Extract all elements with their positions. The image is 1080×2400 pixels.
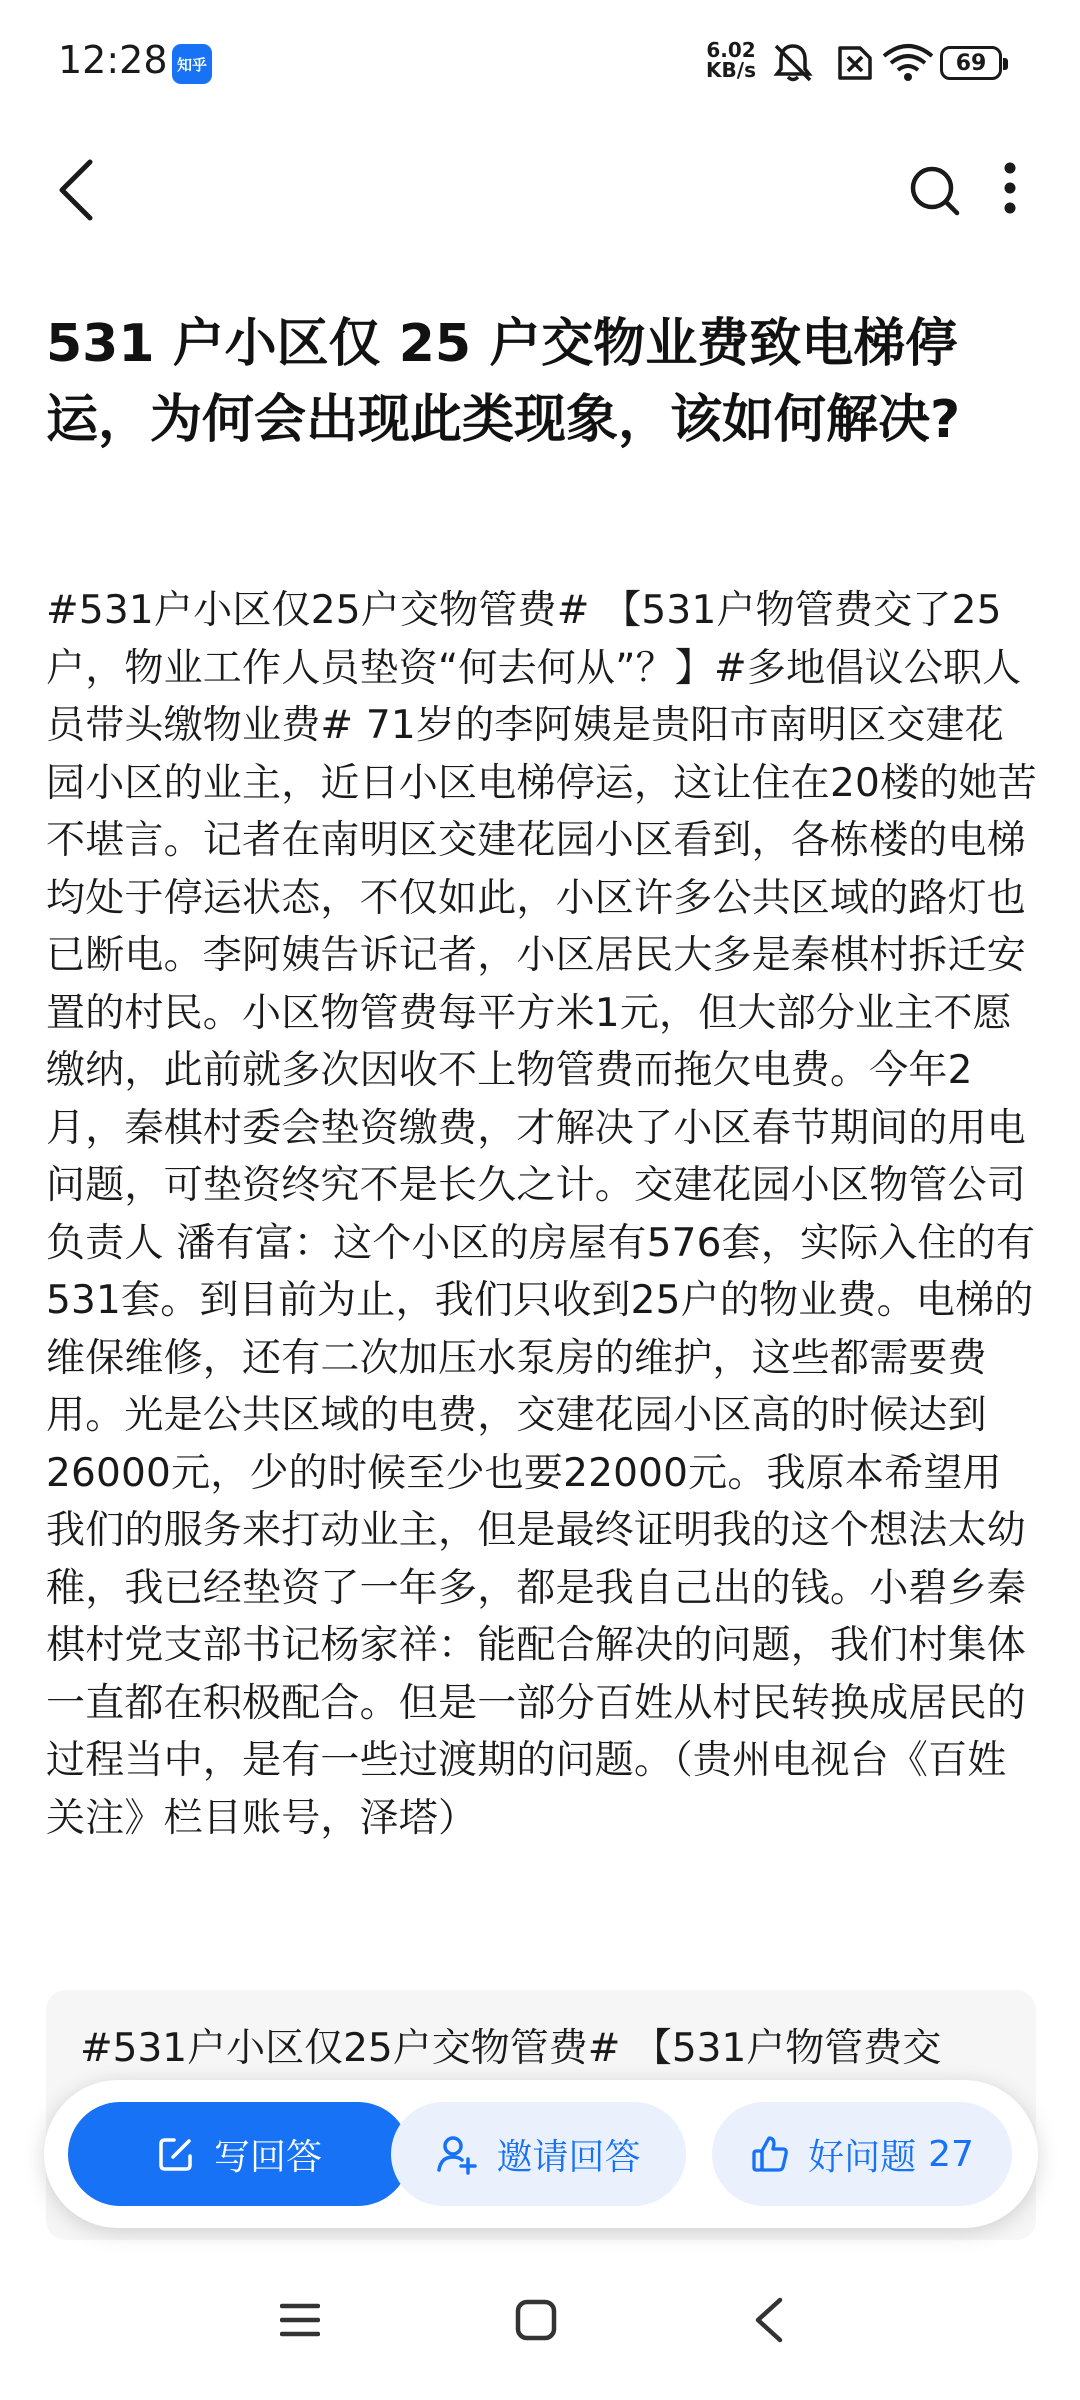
good-question-count: 27 [928, 2133, 974, 2175]
sim-x-icon [830, 40, 876, 86]
wifi-icon [880, 40, 936, 86]
network-speed [700, 40, 762, 80]
question-title: 531 户小区仅 25 户交物业费致电梯停运，为何会出现此类现象，该如何解决? [46, 314, 961, 450]
answer-preview-text: #531户小区仅25户交物管费# 【531户物管费交 [80, 2026, 942, 2071]
mute-bell-icon [770, 40, 816, 86]
edit-icon [156, 2134, 196, 2174]
more-options-button[interactable] [990, 155, 1030, 225]
write-answer-label: 写回答 [213, 2136, 322, 2178]
write-answer-button[interactable] [68, 2102, 410, 2206]
status-time: 12:28 [58, 38, 168, 82]
status-bar [0, 0, 1080, 120]
search-button[interactable] [905, 155, 965, 225]
zhihu-app-icon: 知乎 [172, 44, 212, 84]
search-icon [905, 155, 965, 225]
question-body[interactable]: #531户小区仅25户交物管费# 【531户物管费交了25户，物业工作人员垫资“何去何从”？】#多地倡议公职人员带头缴物业费# 71岁的李阿姨是贵阳市南明区交建花园小区的业主，近日小区电梯停运，这让住在20楼的她苦不堪言。记者在南明区交建花园小区看到，各栋楼的电梯均处于停运状态，不仅如此，小区许多公共区域的路灯也已断电。李阿姨告诉记者，小区居民大多是秦棋村拆迁安置的村民。小区物管费每平方米1元，但大部分业主不愿缴纳，此前就多次因收不上物管费而拖欠电费。今年2月，秦棋村委会垫资缴费，才解决了小区春节期间的用电问题，可垫资终究不是长久之计。交建花园小区物管公司负责人 潘有富：这个小区的房屋有576套，实际入住的有531套。到目前为止，我们只收到25户的物业费。电梯的维保维修，还有二次加压水泵房的维护，这些都需要费用。光是公共区域的电费，交建花园小区高的时候达到26000元，少的时候至少也要22000元。我原本希望用我们的服务来打动业主，但是最终证明我的这个想法太幼稚，我已经垫资了一年多，都是我自己出的钱。小碧乡秦棋村党支部书记杨家祥：能配合解决的问题，我们村集体一直都在积极配合。但是一部分百姓从村民转换成居民的过程当中，是有一些过渡期的问题。（贵州电视台《百姓关注》栏目账号，泽塔） [46, 588, 1037, 1841]
back-icon [48, 150, 108, 230]
invite-user-icon [436, 2133, 478, 2175]
good-question-label: 好问题 [808, 2136, 917, 2178]
good-question-button[interactable] [712, 2102, 1012, 2206]
back-button[interactable] [48, 150, 108, 230]
invite-answer-button[interactable] [391, 2102, 686, 2206]
battery-indicator: 69 [940, 46, 1002, 80]
back-triangle-icon[interactable] [748, 2292, 788, 2348]
thumbs-up-icon [750, 2134, 790, 2174]
network-speed-unit: KB/s [706, 58, 756, 82]
action-bar [44, 2080, 1038, 2228]
network-speed-value: 6.02 [706, 38, 756, 62]
home-square-icon[interactable] [512, 2296, 560, 2344]
menu-icon[interactable] [280, 2296, 320, 2344]
invite-answer-label: 邀请回答 [496, 2136, 641, 2178]
more-vertical-icon [990, 155, 1030, 225]
